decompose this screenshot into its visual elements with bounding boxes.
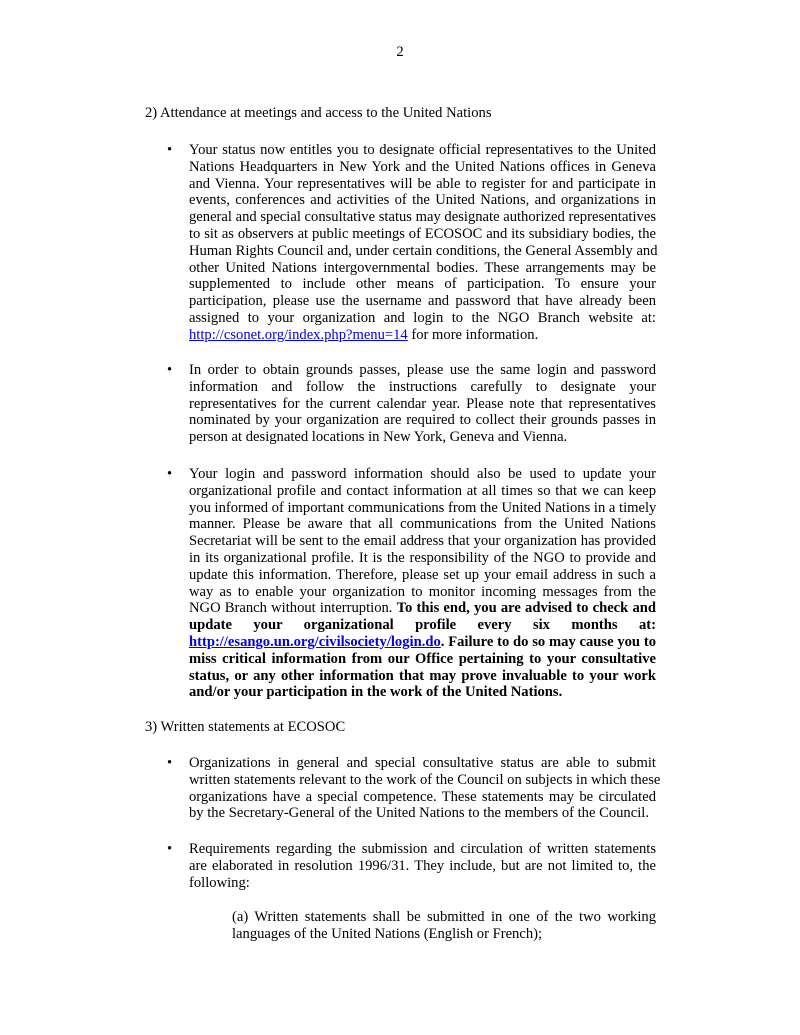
bullet-icon — [167, 362, 175, 379]
text-line — [189, 634, 656, 651]
bullet-icon — [167, 142, 175, 159]
paragraph-item-a — [232, 909, 656, 943]
text-line: and Vienna. Your representatives will be able to register for and participate in — [189, 175, 656, 192]
esango-link[interactable]: http://esango.un.org/civilsociety/login.do — [189, 633, 441, 650]
bold-text: . Failure to do so may cause you to — [440, 633, 656, 650]
text-line: events, conferences and activities of the United Nations, and organizations in — [189, 192, 656, 209]
paragraph-representatives — [189, 142, 656, 344]
text-line: Requirements regarding the submission and circulation of written statements — [189, 841, 656, 857]
text-line: other United Nations intergovernmental bodies. These arrangements may be — [189, 259, 656, 276]
text-line: Organizations in general and special consultative status are able to submit — [189, 755, 656, 771]
text-line: languages of the United Nations (English or French); — [232, 925, 543, 942]
text-line: update this information. Therefore, please set up your email address in such a — [189, 566, 656, 583]
bold-text-line: update your organizational profile every six months at: — [189, 617, 656, 634]
text-line: general and special consultative status may designate authorized representatives — [189, 209, 656, 226]
text-line: person at designated locations in New York, Geneva and Vienna. — [189, 429, 568, 446]
csonet-link[interactable]: http://csonet.org/index.php?menu=14 — [189, 326, 408, 343]
text-line — [189, 327, 656, 344]
text-line: information and follow the instructions carefully to designate your — [189, 378, 656, 395]
paragraph-submit-statements — [189, 755, 661, 822]
section-heading-written-statements: 3) Written statements at ECOSOC — [145, 719, 346, 735]
paragraph-grounds-passes — [189, 362, 656, 446]
bold-text: To this end, you are advised to check and — [396, 600, 656, 617]
text-line: you informed of important communications from the United Nations in a timely — [189, 499, 657, 516]
text-line: organizational profile and contact information at all times so that we can keep — [189, 482, 656, 499]
paragraph-requirements — [189, 841, 656, 891]
text-line: Your status now entitles you to designate official representatives to the United — [189, 142, 656, 158]
text-line: representatives for the current calendar year. Please note that representatives — [189, 395, 656, 412]
text-line: Human Rights Council and, under certain conditions, the General Assembly and — [189, 242, 658, 259]
page-number: 2 — [396, 44, 404, 60]
section-heading-attendance: 2) Attendance at meetings and access to the United Nations — [145, 105, 492, 121]
paragraph-login-profile — [189, 466, 656, 701]
text-line: Nations Headquarters in New York and the United Nations offices in Geneva — [189, 158, 656, 175]
link-suffix-text: for more information. — [407, 326, 539, 343]
text-line: in its organizational profile. It is the responsibility of the NGO to provide and — [189, 549, 656, 566]
text-line: are elaborated in resolution 1996/31. They include, but are not limited to, the — [189, 857, 656, 874]
text-line: Secretariat will be sent to the email address that your organization has provided — [189, 533, 656, 550]
text-line: organizations have a special competence. These statements may be circulated — [189, 788, 656, 805]
text-line: following: — [189, 874, 250, 891]
plain-text: NGO Branch without interruption. — [189, 600, 397, 617]
text-line: assigned to your organization and login to the NGO Branch website at: — [189, 309, 656, 326]
bold-text-line: miss critical information from our Office pertaining to your consultative — [189, 650, 656, 667]
text-line: Your login and password information should also be used to update your — [189, 466, 656, 482]
text-line: written statements relevant to the work of the Council on subjects in which these — [189, 771, 661, 788]
bold-text-line: status, or any other information that may prove invaluable to your work — [189, 667, 656, 684]
text-line: by the Secretary-General of the United Nations to the members of the Council. — [189, 805, 649, 822]
text-line: way as to enable your organization to monitor incoming messages from the — [189, 583, 656, 600]
bullet-icon — [167, 755, 175, 772]
text-line: In order to obtain grounds passes, please use the same login and password — [189, 362, 656, 378]
text-line: supplemented to include other means of participation. To ensure your — [189, 276, 656, 293]
bullet-icon — [167, 841, 175, 858]
bullet-icon — [167, 466, 175, 483]
bold-text-line: and/or your participation in the work of the United Nations. — [189, 684, 563, 701]
text-line: nominated by your organization are required to collect their grounds passes in — [189, 412, 656, 429]
text-line: (a) Written statements shall be submitted in one of the two working — [232, 909, 656, 925]
text-line: to sit as observers at public meetings of ECOSOC and its subsidiary bodies, the — [189, 225, 656, 242]
text-line: manner. Please be aware that all communications from the United Nations — [189, 516, 656, 533]
text-line: participation, please use the username and password that have already been — [189, 293, 656, 310]
text-line — [189, 600, 656, 617]
